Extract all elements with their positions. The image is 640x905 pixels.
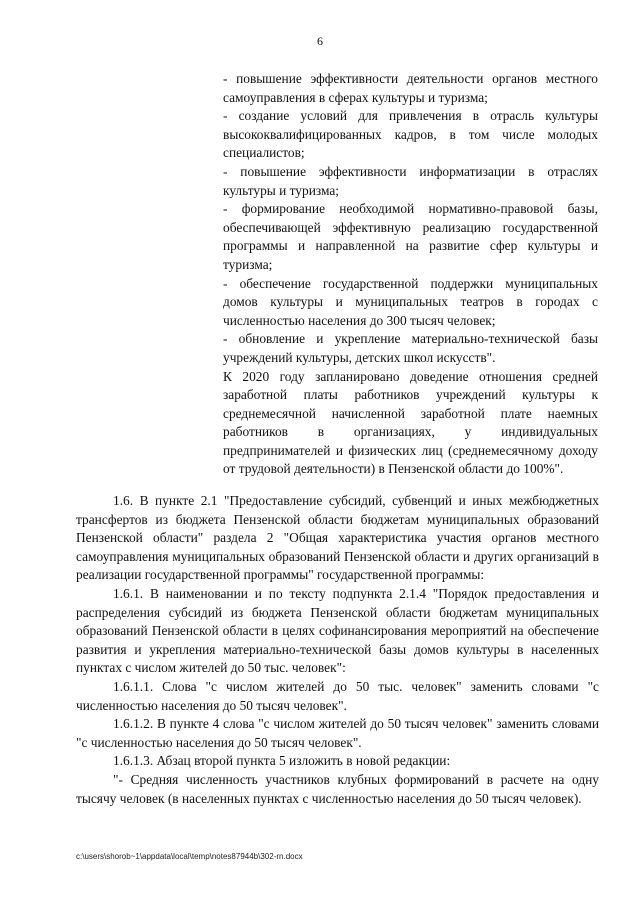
list-item: - обеспечение государственной поддержки муниципальных домов культуры и муниципальных театров в городах с численностью населения до 300 тысяч человек; [223, 275, 598, 328]
list-item: К 2020 году запланировано доведение отношения средней заработной платы работников учреждений культуры к среднемесячной начисленной заработной плате наемных работников в организациях, у индивидуальных предпринимателей и физических лиц (среднемесячному доходу от трудовой деятельности) в Пензенской области до 100%". [223, 368, 598, 477]
paragraph: 1.6.1.3. Абзац второй пункта 5 изложить в новой редакции: [113, 753, 451, 769]
file-path-footer: c:\users\shorob~1\appdata\local\temp\notes87944b\302-rn.docx [76, 852, 303, 861]
page-number: 6 [317, 34, 323, 48]
quoted-column [223, 70, 598, 479]
paragraph: 1.6. В пункте 2.1 "Предоставление субсидий, субвенций и иных межбюджетных трансфертов из бюджета Пензенской области бюджетам муниципальных образований Пензенской области" раздела 2 "Общая характеристика участия органов местного самоуправления муниципальных образований Пензенской области и других организаций в реализации государственной программы" государственной программы: [76, 493, 599, 583]
list-item: - создание условий для привлечения в отрасль культуры высококвалифицированных кадров, в том числе молодых специалистов; [223, 108, 598, 161]
paragraph: "- Средняя численность участников клубных формирований в расчете на одну тысячу человек (в населенных пунктах с численностью населения до 50 тысяч человек). [76, 771, 599, 806]
paragraph: 1.6.1.2. В пункте 4 слова "с числом жителей до 50 тысяч человек" заменить словами "с численностью населения до 50 тысяч человек". [76, 716, 599, 750]
main-text [76, 492, 599, 808]
list-item: - повышение эффективности информатизации в отраслях культуры и туризма; [223, 163, 598, 198]
paragraph: 1.6.1. В наименовании и по тексту подпункта 2.1.4 "Порядок предоставления и распределения субсидий из бюджета Пензенской области бюджетам муниципальных образований Пензенской области в целях софинансирования мероприятий на обеспечение развития и укрепления материально-технической базы домов культуры в населенных пунктах с числом жителей до 50 тыс. человек": [76, 585, 599, 676]
list-item: - формирование необходимой нормативно-правовой базы, обеспечивающей эффективную реализацию государственной программы и направленной на развитие сфер культуры и туризма; [223, 201, 598, 272]
list-item: - повышение эффективности деятельности органов местного самоуправления в сферах культуры и туризма; [223, 71, 598, 105]
list-item: - обновление и укрепление материально-технической базы учреждений культуры, детских школ искусств". [223, 331, 598, 365]
paragraph: 1.6.1.1. Слова "с числом жителей до 50 тыс. человек" заменить словами "с численностью населения до 50 тысяч человек". [76, 678, 599, 713]
